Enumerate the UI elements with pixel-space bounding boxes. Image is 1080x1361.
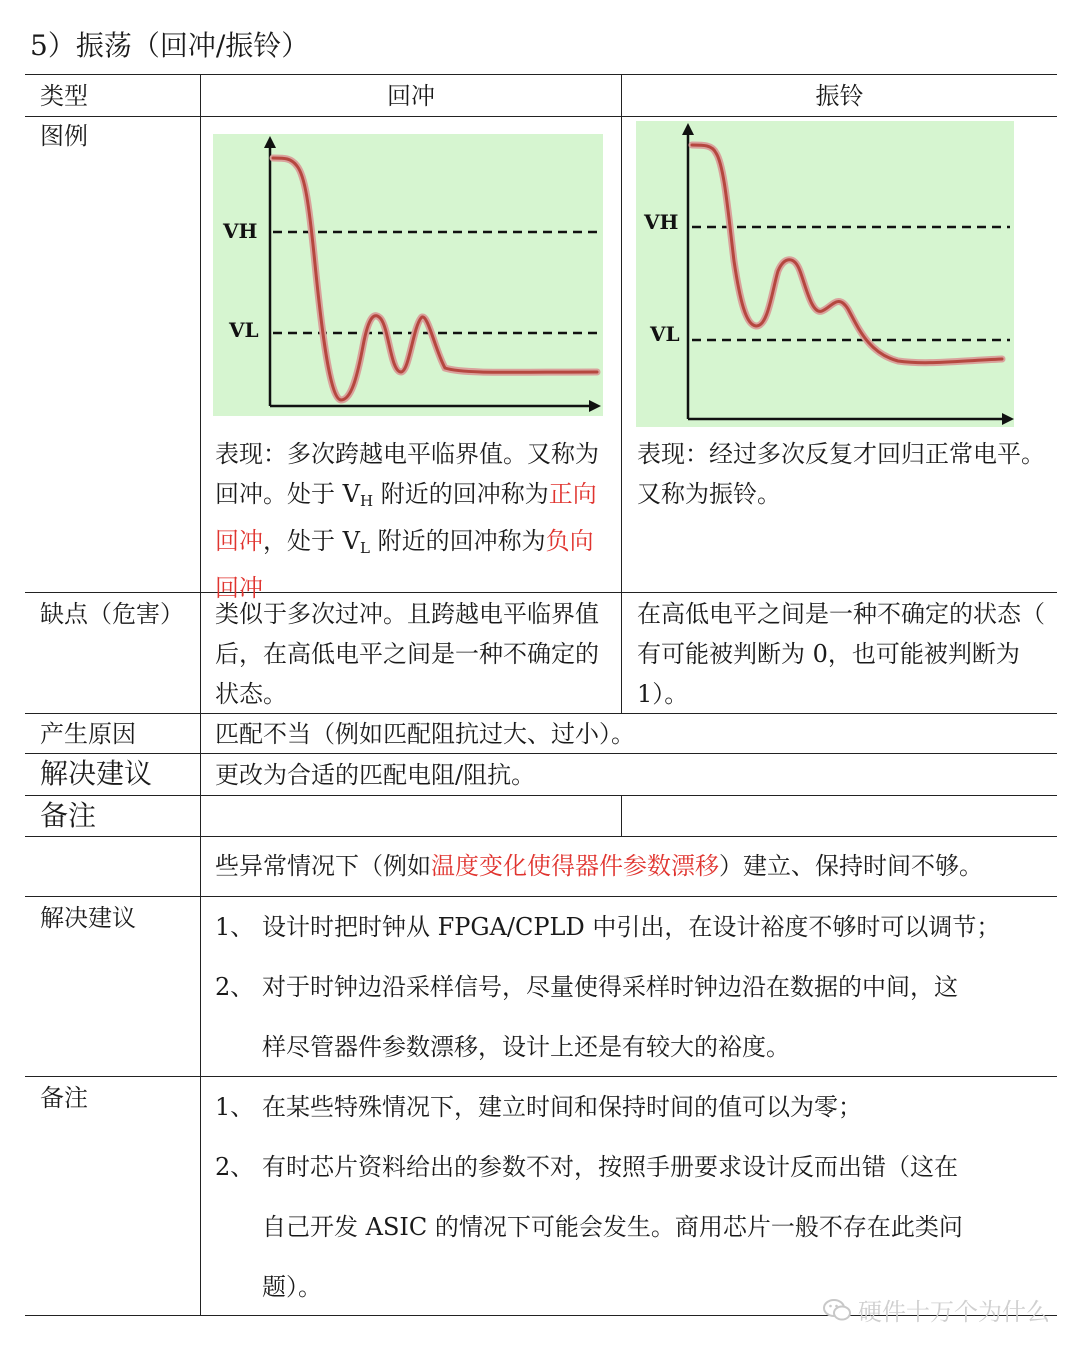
- list-item-continuation: 题）。: [262, 1273, 322, 1301]
- ringing-harm: 在高低电平之间是一种不确定的状态（ 有可能被判断为 0，也可能被判断为 1）。: [637, 600, 1045, 708]
- table-border: [25, 896, 1057, 897]
- header-overshoot: 回冲: [387, 82, 435, 110]
- overshoot-description: 表现：多次跨越电平临界值。又称为回冲。处于 $V_H$ 附近的回冲称为正向回冲，处于 $V_L$ 附近的回冲称为负向回冲: [215, 440, 599, 602]
- table-border: [25, 74, 1057, 75]
- list-item-number: 1、: [215, 913, 255, 941]
- vh-label: VH: [644, 210, 679, 234]
- ringing-description: 表现：经过多次反复才回归正常电平。又称为振铃。: [637, 440, 1045, 508]
- positive-overshoot-term: 正向回冲: [215, 480, 597, 555]
- watermark: [822, 1292, 1050, 1327]
- negative-overshoot-term: 负向回冲: [215, 527, 594, 602]
- list-item: 在某些特殊情况下，建立时间和保持时间的值可以为零；: [262, 1093, 862, 1121]
- row-label-example: 图例: [40, 122, 88, 150]
- temperature-drift-term: 温度变化使得器件参数漂移: [431, 852, 719, 880]
- watermark-text: 硬件十万个为什么: [858, 1298, 1050, 1326]
- ringing-waveform-figure: [636, 121, 1014, 427]
- header-type: 类型: [40, 82, 88, 110]
- overshoot-waveform-figure: [213, 134, 603, 416]
- row-label-cause: 产生原因: [40, 720, 136, 748]
- row-label-solution-2: 解决建议: [40, 904, 136, 932]
- vl-label: VL: [229, 318, 259, 342]
- cause-value: 匹配不当（例如匹配阻抗过大、过小）。: [215, 720, 635, 748]
- wechat-icon: [822, 1297, 852, 1323]
- list-item: 有时芯片资料给出的参数不对，按照手册要求设计反而出错（这在: [262, 1153, 958, 1181]
- list-item-number: 2、: [215, 1153, 255, 1181]
- list-item: 设计时把时钟从 FPGA/CPLD 中引出，在设计裕度不够时可以调节；: [262, 913, 1001, 941]
- row-label-note: 备注: [40, 799, 97, 832]
- row-label-note-2: 备注: [40, 1084, 88, 1112]
- list-item-continuation: 自己开发 ASIC 的情况下可能会发生。商用芯片一般不存在此类问: [262, 1213, 963, 1241]
- timing-cause-text: 些异常情况下（例如温度变化使得器件参数漂移）建立、保持时间不够。: [215, 852, 983, 880]
- list-item-continuation: 样尽管器件参数漂移，设计上还是有较大的裕度。: [262, 1033, 790, 1061]
- list-item: 对于时钟边沿采样信号，尽量使得采样时钟边沿在数据的中间，这: [262, 973, 958, 1001]
- table-border: [25, 116, 1057, 117]
- plot-background: [636, 121, 1014, 427]
- table-border: [25, 1076, 1057, 1077]
- list-item-number: 1、: [215, 1093, 255, 1121]
- column-divider: [200, 74, 201, 1315]
- list-item-number: 2、: [215, 973, 255, 1001]
- header-ringing: 振铃: [815, 82, 864, 110]
- column-divider: [621, 795, 622, 836]
- row-label-solution: 解决建议: [40, 757, 153, 790]
- table-border: [25, 795, 1057, 796]
- row-label-harm: 缺点（危害）: [40, 600, 184, 628]
- vh-label: VH: [223, 219, 258, 243]
- vl-label: VL: [650, 322, 680, 346]
- solution-value: 更改为合适的匹配电阻/阻抗。: [215, 761, 536, 789]
- overshoot-harm: 类似于多次过冲。且跨越电平临界值后，在高低电平之间是一种不确定的状态。: [215, 600, 599, 708]
- section-heading: 5）振荡（回冲/振铃）: [30, 29, 310, 62]
- table-border: [25, 836, 1057, 837]
- column-divider: [621, 74, 622, 713]
